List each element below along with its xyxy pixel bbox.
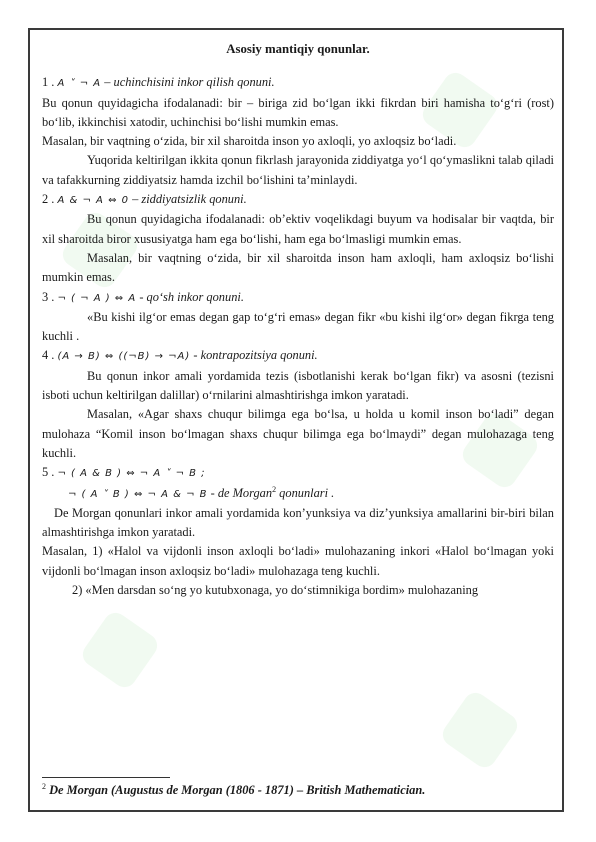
law-number: 4 . — [42, 348, 55, 363]
paragraph: Bu qonun quyidagicha ifodalanadi: bir – biriga zid bo‘lgan ikki fikrdan biri hamisha to‘g‘ri (rost) bo‘lib, ikkinchisi xatodir, uchinchisi bo‘lishi mumkin emas. — [42, 95, 554, 129]
paragraph: Masalan, bir vaqtning o‘zida, bir xil sharoitda inson ham axloqli, ham axloqsiz bo‘lishi mumkin emas. — [42, 250, 554, 285]
page-title: Asosiy mantiqiy qonunlar. — [226, 42, 370, 56]
law-name: – ziddiyatsizlik qonuni. — [132, 192, 247, 207]
footnote-number: 2 — [42, 782, 46, 791]
law-name: - de Morgan — [210, 485, 273, 500]
law-4 — [42, 346, 554, 366]
law-formula: ¬ ( A & B ) ⇔ ¬ A ˅ ¬ B ; — [57, 468, 206, 480]
paragraph: «Bu kishi ilg‘or emas degan gap to‘g‘ri emas» degan fikr «bu kishi ilg‘or» degan fikrga teng kuchli . — [42, 309, 554, 344]
law-2 — [42, 190, 554, 210]
paragraph: Yuqorida keltirilgan ikkita qonun fikrlash jarayonida ziddiyatga yo‘l qo‘ymaslikni talab qiladi va tafakkurning ziddiyatsiz hamda izchil bo‘lishini ta’minlaydi. — [42, 153, 554, 187]
footnote-text: De Morgan (Augustus de Morgan (1806 - 1871) – British Mathematician. — [46, 783, 426, 798]
footnote-ref: 2 — [272, 484, 277, 494]
paragraph: Masalan, 1) «Halol va vijdonli inson axloqli bo‘ladi» mulohazaning inkori «Halol bo‘lmagan yoki vijdonli bo‘lmagan inson axloqsiz bo‘ladi» mulohazaga teng kuchli. — [42, 544, 554, 578]
paragraph: De Morgan qonunlari inkor amali yordamida kon’yunksiya va diz’yunksiya amallarini bir-biri bilan almashtirishga imkon yaratadi. — [42, 505, 554, 540]
law-formula: A ˅ ¬ A — [57, 78, 102, 90]
law-name: - qo‘sh inkor qonuni. — [139, 289, 244, 304]
law-number: 2 . — [42, 192, 55, 207]
paragraph: Masalan, «Agar shaxs chuqur bilimga ega bo‘lsa, u holda u komil inson bo‘ladi” degan mulohaza “Komil inson bo‘lmagan shaxs chuqur bilimga ega bo‘lmaydi” degan mulohazaga teng kuchli. — [42, 407, 554, 460]
law-number: 3 . — [42, 289, 55, 304]
law-formula: ¬ ( ¬ A ) ⇔ A — [57, 292, 137, 304]
law-5-second — [42, 484, 554, 504]
law-number: 1 . — [42, 75, 55, 90]
paragraph: Bu qonun quyidagicha ifodalanadi: ob’ektiv voqelikdagi buyum va hodisalar bir vaqtda, bir xil sharoitda biror xususiyatga ham ega bo‘lishi, ham ega bo‘lmasligi mumkin emas. — [42, 212, 554, 246]
law-1 — [42, 73, 554, 93]
law-formula: ¬ ( A ˅ B ) ⇔ ¬ A & ¬ B — [68, 488, 208, 500]
paragraph: Bu qonun inkor amali yordamida tezis (isbotlanishi kerak bo‘lgan fikr) va asosni (tezisni isboti uchun keltirilgan dalillar) o‘rnilarini almashtirishga imkon yaratadi. — [42, 368, 554, 403]
law-name: - kontrapozitsiya qonuni. — [193, 348, 318, 363]
law-formula: (A → B) ⇔ ((¬B) → ¬A) — [57, 351, 191, 363]
paragraph: Masalan, bir vaqtning o‘zida, bir xil sharoitda inson yo axloqli, yo axloqsiz bo‘ladi. — [42, 134, 457, 149]
footnote-divider — [42, 777, 170, 778]
law-5 — [42, 463, 554, 483]
law-formula: A & ¬ A ⇔ 0 — [57, 195, 129, 207]
law-name-end: qonunlari . — [276, 485, 335, 500]
paragraph: 2) «Men darsdan so‘ng yo kutubxonaga, yo do‘stimnikiga bordim» mulohazaning — [72, 583, 479, 598]
law-name: – uchinchisini inkor qilish qonuni. — [104, 75, 275, 90]
law-3 — [42, 288, 554, 308]
law-number: 5 . — [42, 465, 55, 480]
footnote — [42, 782, 425, 798]
document-body — [42, 40, 554, 600]
